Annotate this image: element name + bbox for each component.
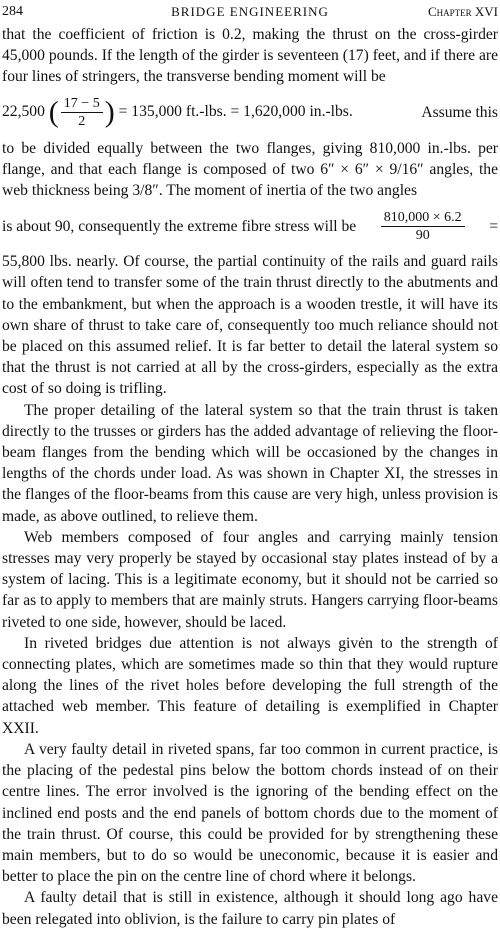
eq2-equals: = (489, 217, 498, 235)
eq2-fraction (381, 209, 465, 244)
paragraph-5: A very faulty detail in riveted spans, far too common in current practice, is the placing of the pedestal pins below the bottom chords instead of on their centre lines. The error involved is the ignoring of the bending effect on the inclined end posts and the end panels of bottom chords due to the moment of the train thrust. Of course, this could be provided for by strengthening these main members, but to do so would be uneconomic, because it is easier and better to place the pin on the centre line of chord where it belongs. (2, 740, 498, 886)
paragraph-3: Web members composed of four angles and carrying mainly tension stresses may very properly be stayed by occasional stay plates instead of by a system of lacing. This is a legitimate economy, but it should not be carried so far as to apply to members that are mainly struts. Hangers carrying floor-beams riveted to one side, however, should be laced. (2, 528, 498, 631)
paragraph-1-end: 55,800 lbs. nearly. Of course, the partial continuity of the rails and guard rails will often tend to transfer some of the train thrust directly to the abutments and to the embankment, but when the approach is a wooden trestle, it will have its own share of thrust to take care of, consequently too much reliance should not be placed on this assumed relief. It is far better to detail the lateral system so that the thrust is not carried at all by the cross-girders, especially as the extra cost of so doing is trifling. (2, 253, 498, 398)
equation-bending-moment: 22,500 ( $\frac{17 - 5}{2}$ ) = 135,000 ft.-lbs. = 1,620,000 in.-lbs. Assume this (2, 95, 498, 130)
eq1-tail: Assume this (421, 104, 498, 122)
paragraph-1-middle: to be divided equally between the two flanges, giving 810,000 in.-lbs. per flange, and that each flange is composed of two 6″ × 6″ × 9/16″ angles, the web thickness being 3/8″. The moment of inertia of the two angles (2, 139, 498, 200)
eq1-fraction (61, 95, 103, 130)
equation-fibre-stress (2, 201, 498, 251)
page-number: 284 (2, 4, 23, 19)
eq2-numerator: 810,000 × 6.2 (381, 209, 465, 227)
eq1-prefix: 22,500 (2, 103, 45, 121)
eq1-numerator: 17 − 5 (61, 95, 103, 113)
eq1-result: = 135,000 ft.-lbs. = 1,620,000 in.-lbs. (118, 103, 353, 121)
body-text (2, 24, 498, 930)
eq2-text: is about 90, consequently the extreme fibre stress will be (2, 217, 357, 235)
paragraph-4: In riveted bridges due attention is not always givėn to the strength of connecting plates, which are sometimes made so thin that they would rupture along the lines of the rivet holes before developing the full strength of the attached web member. This feature of detailing is exemplified in Chapter XXII. (2, 634, 498, 737)
paragraph-6: A faulty detail that is still in existence, although it should long ago have been relegated into oblivion, is the failure to carry pin plates of (2, 889, 498, 928)
running-title: BRIDGE ENGINEERING (171, 4, 329, 19)
paragraph-1-start: that the coefficient of friction is 0.2, making the thrust on the cross-girder 45,000 pounds. If the length of the girder is seventeen (17) feet, and if there are four lines of stringers, the transverse bending moment will be (2, 26, 498, 86)
paragraph-2: The proper detailing of the lateral system so that the train thrust is taken directly to the trusses or girders has the added advantage of relieving the floor-beam flanges from the bending which will be occasioned by the changes in lengths of the chords under load. As was shown in Chapter XI, the stresses in the flanges of the floor-beams from this cause are very high, unless provision is made, as above outlined, to relieve them. (2, 401, 498, 525)
chapter-label: Chapter XVI (427, 4, 498, 19)
eq1-denominator: 2 (78, 114, 86, 130)
eq2-denominator: 90 (415, 227, 430, 243)
page-header (2, 4, 498, 22)
